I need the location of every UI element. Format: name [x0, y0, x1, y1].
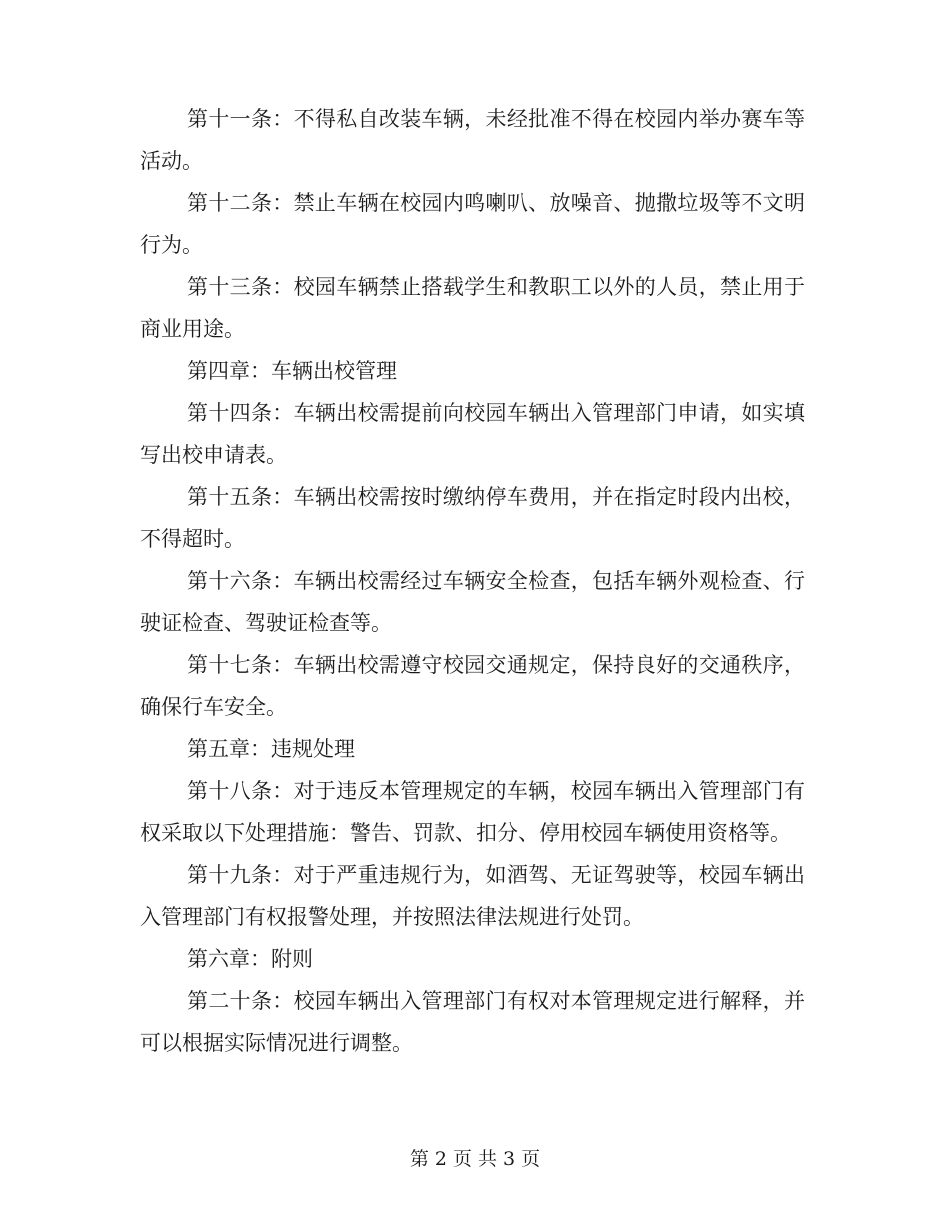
chapter-5-heading: 第五章：违规处理: [187, 737, 355, 761]
article-20: 第二十条：校园车辆出入管理部门有权对本管理规定进行解释，并可以根据实际情况进行调整。: [140, 989, 805, 1055]
article-17: 第十七条：车辆出校需遵守校园交通规定，保持良好的交通秩序，确保行车安全。: [140, 653, 805, 719]
article-14: 第十四条：车辆出校需提前向校园车辆出入管理部门申请，如实填写出校申请表。: [140, 401, 805, 467]
chapter-4-heading: 第四章：车辆出校管理: [187, 359, 397, 383]
article-16: 第十六条：车辆出校需经过车辆安全检查，包括车辆外观检查、行驶证检查、驾驶证检查等。: [140, 569, 805, 635]
article-11: 第十一条：不得私自改装车辆，未经批准不得在校园内举办赛车等活动。: [140, 107, 805, 173]
article-18: 第十八条：对于违反本管理规定的车辆，校园车辆出入管理部门有权采取以下处理措施：警告、罚款、扣分、停用校园车辆使用资格等。: [140, 779, 805, 845]
article-12: 第十二条：禁止车辆在校园内鸣喇叭、放噪音、抛撒垃圾等不文明行为。: [140, 191, 805, 257]
article-19: 第十九条：对于严重违规行为，如酒驾、无证驾驶等，校园车辆出入管理部门有权报警处理，并按照法律法规进行处罚。: [140, 863, 805, 929]
chapter-6-heading: 第六章：附则: [187, 947, 313, 971]
document-body: [140, 98, 805, 1064]
article-13: 第十三条：校园车辆禁止搭载学生和教职工以外的人员，禁止用于商业用途。: [140, 275, 805, 341]
page-number-footer: 第 2 页 共 3 页: [409, 1148, 541, 1170]
article-15: 第十五条：车辆出校需按时缴纳停车费用，并在指定时段内出校，不得超时。: [140, 485, 805, 551]
